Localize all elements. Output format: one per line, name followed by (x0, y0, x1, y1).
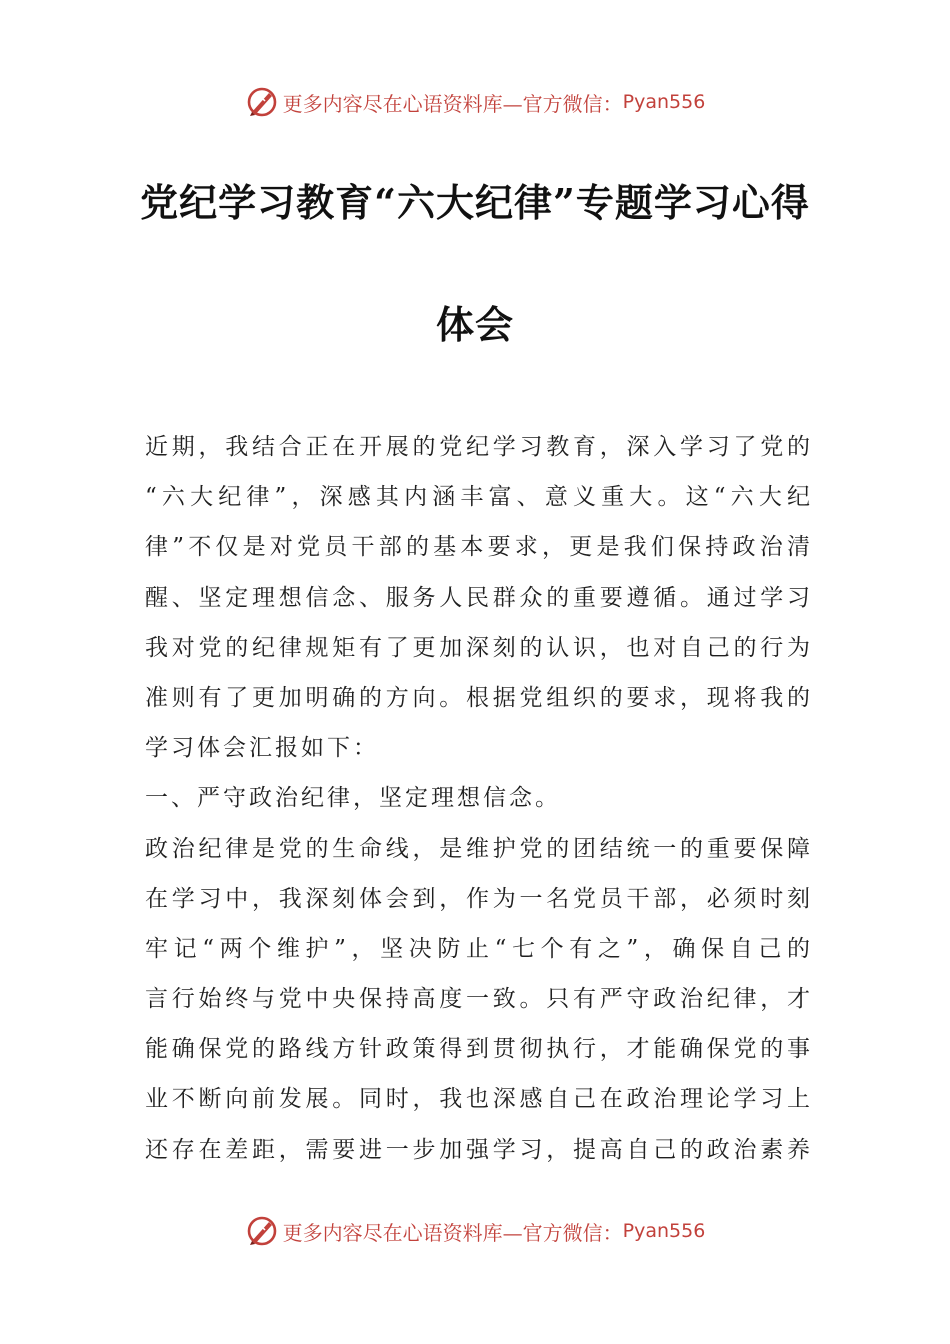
body-line: 律”不仅是对党员干部的基本要求，更是我们保持政治清 (145, 534, 810, 561)
body-line: 政治纪律是党的生命线，是维护党的团结统一的重要保障 (145, 835, 810, 862)
body-line: 业不断向前发展。同时，我也深感自己在政治理论学习上 (145, 1086, 810, 1113)
pen-circle-logo-icon (245, 85, 279, 119)
section-heading: 一、严守政治纪律，坚定理想信念。 (145, 785, 561, 812)
watermark-header (0, 82, 950, 122)
body-line: 我对党的纪律规矩有了更加深刻的认识，也对自己的行为 (145, 634, 810, 661)
watermark-footer (0, 1211, 950, 1251)
body-line: 牢记“两个维护”，坚决防止“七个有之”，确保自己的 (145, 935, 810, 962)
document-title-line2: 体会 (435, 302, 514, 347)
document-title-line1: 党纪学习教育“六大纪律”专题学习心得 (140, 180, 810, 225)
body-line: 言行始终与党中央保持高度一致。只有严守政治纪律，才 (145, 986, 810, 1013)
watermark-account: Pyan556 (622, 1220, 706, 1242)
body-line: 还存在差距，需要进一步加强学习，提高自己的政治素养 (145, 1136, 810, 1163)
body-line: 准则有了更加明确的方向。根据党组织的要求，现将我的 (145, 684, 810, 711)
watermark-text: 更多内容尽在心语资料库—官方微信： (282, 1220, 623, 1245)
watermark-text: 更多内容尽在心语资料库—官方微信： (282, 91, 623, 116)
body-line: 醒、坚定理想信念、服务人民群众的重要遵循。通过学习 (145, 584, 810, 611)
body-line: 能确保党的路线方针政策得到贯彻执行，才能确保党的事 (145, 1036, 810, 1063)
watermark-account: Pyan556 (622, 91, 706, 113)
body-line: “六大纪律”，深感其内涵丰富、意义重大。这“六大纪 (145, 484, 810, 511)
pen-circle-logo-icon (245, 1214, 279, 1248)
body-line: 学习体会汇报如下： (145, 735, 379, 762)
body-line: 近期，我结合正在开展的党纪学习教育，深入学习了党的 (145, 434, 810, 460)
document-body (145, 422, 810, 1175)
body-line: 在学习中，我深刻体会到，作为一名党员干部，必须时刻 (145, 885, 810, 912)
